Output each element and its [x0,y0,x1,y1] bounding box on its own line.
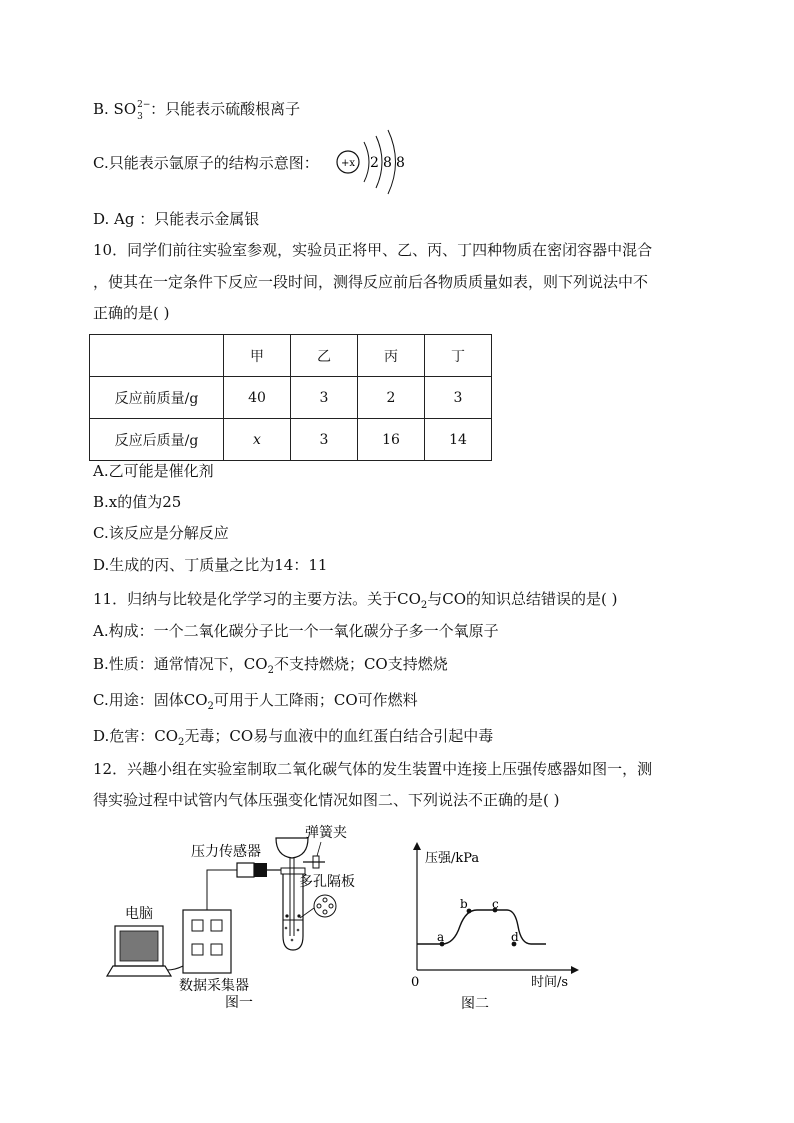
label-point-d: d [511,930,519,944]
label-pressure-sensor: 压力传感器 [191,844,261,860]
q10-option-a: A.乙可能是催化剂 [93,462,214,480]
table-cell: 3 [291,419,358,461]
table-header-cell: 丁 [425,335,492,377]
label-data-collector: 数据采集器 [179,978,249,994]
table-row [90,419,492,461]
shell-2-count: 8 [383,155,392,171]
shell-3-count: 8 [396,155,405,171]
q11-stem: 11．归纳与比较是化学学习的主要方法。关于$CO_2$与CO的知识总结错误的是( ) [93,590,618,611]
figure-pressure-graph [405,840,595,1020]
atom-structure-diagram [330,128,420,196]
shell-arc-1 [364,142,369,182]
figure1-caption: 图一 [225,995,253,1011]
table-header-cell [90,335,224,377]
q10-stem-line3: 正确的是( ) [93,304,170,322]
q11-option-d: D.危害：$CO_2$无毒；CO易与血液中的血红蛋白结合引起中毒 [93,727,494,748]
q10-stem-line2: ，使其在一定条件下反应一段时间，测得反应前后各物质质量如表，则下列说法中不 [93,273,649,291]
q9-option-d: D. Ag ：只能表示金属银 [93,210,260,228]
label-point-c: c [492,897,499,911]
label-point-b: b [460,897,468,911]
row-label: 反应前质量/g [90,377,224,419]
q11-option-c: C.用途：固体$CO_2$可用于人工降雨；CO可作燃料 [93,691,418,712]
q9-option-c: C.只能表示氩原子的结构示意图： [93,154,319,172]
label-point-a: a [437,930,445,944]
table-header-cell: 乙 [291,335,358,377]
nucleus-charge: +x [340,158,356,169]
data-collector-icon [183,910,231,973]
y-axis-arrow [413,842,421,850]
table-cell: 3 [291,377,358,419]
pressure-sensor-icon [237,863,283,877]
q12-stem-line2: 得实验过程中试管内气体压强变化情况如图二、下列说法不正确的是( ) [93,791,560,809]
table-header-cell: 甲 [224,335,291,377]
table-cell: x [224,419,291,461]
y-axis-label: 压强/kPa [425,851,480,866]
table-cell: 16 [358,419,425,461]
label-porous-plate: 多孔隔板 [299,874,355,890]
q12-stem-line1: 12．兴趣小组在实验室制取二氧化碳气体的发生装置中连接上压强传感器如图一，测 [93,760,653,778]
table-cell: 3 [425,377,492,419]
mass-table [89,334,492,461]
label-spring-clip: 弹簧夹 [305,825,347,841]
table-row [90,377,492,419]
porous-plate-icon [300,895,336,918]
x-axis-label: 时间/s [531,975,569,990]
q9-option-b: B. SO 2− 3 ：只能表示硫酸根离子 [93,100,301,122]
table-header-cell: 丙 [358,335,425,377]
q11-option-a: A.构成：一个二氧化碳分子比一个一氧化碳分子多一个氧原子 [93,622,499,640]
q10-stem-line1: 10．同学们前往实验室参观，实验员正将甲、乙、丙、丁四种物质在密闭容器中混合 [93,241,653,259]
q10-option-c: C.该反应是分解反应 [93,524,229,542]
row-label: 反应后质量/g [90,419,224,461]
figure-apparatus [95,818,395,1018]
table-cell: 40 [224,377,291,419]
label-computer: 电脑 [125,906,153,922]
x-axis-arrow [571,966,579,974]
cable-sensor [207,870,237,910]
q10-option-d: D.生成的丙、丁质量之比为14：11 [93,556,328,574]
computer-icon [107,926,171,976]
shell-1-count: 2 [370,155,379,171]
so3-charge: 2− 3 [137,100,151,122]
origin-label: 0 [411,975,420,990]
table-cell: 14 [425,419,492,461]
cable-computer [167,966,183,970]
figure2-caption: 图二 [461,996,489,1012]
table-cell: 2 [358,377,425,419]
q10-option-b: B.x的值为25 [93,493,182,511]
table-header-row [90,335,492,377]
q11-option-b: B.性质：通常情况下，$CO_2$不支持燃烧；CO支持燃烧 [93,655,448,676]
